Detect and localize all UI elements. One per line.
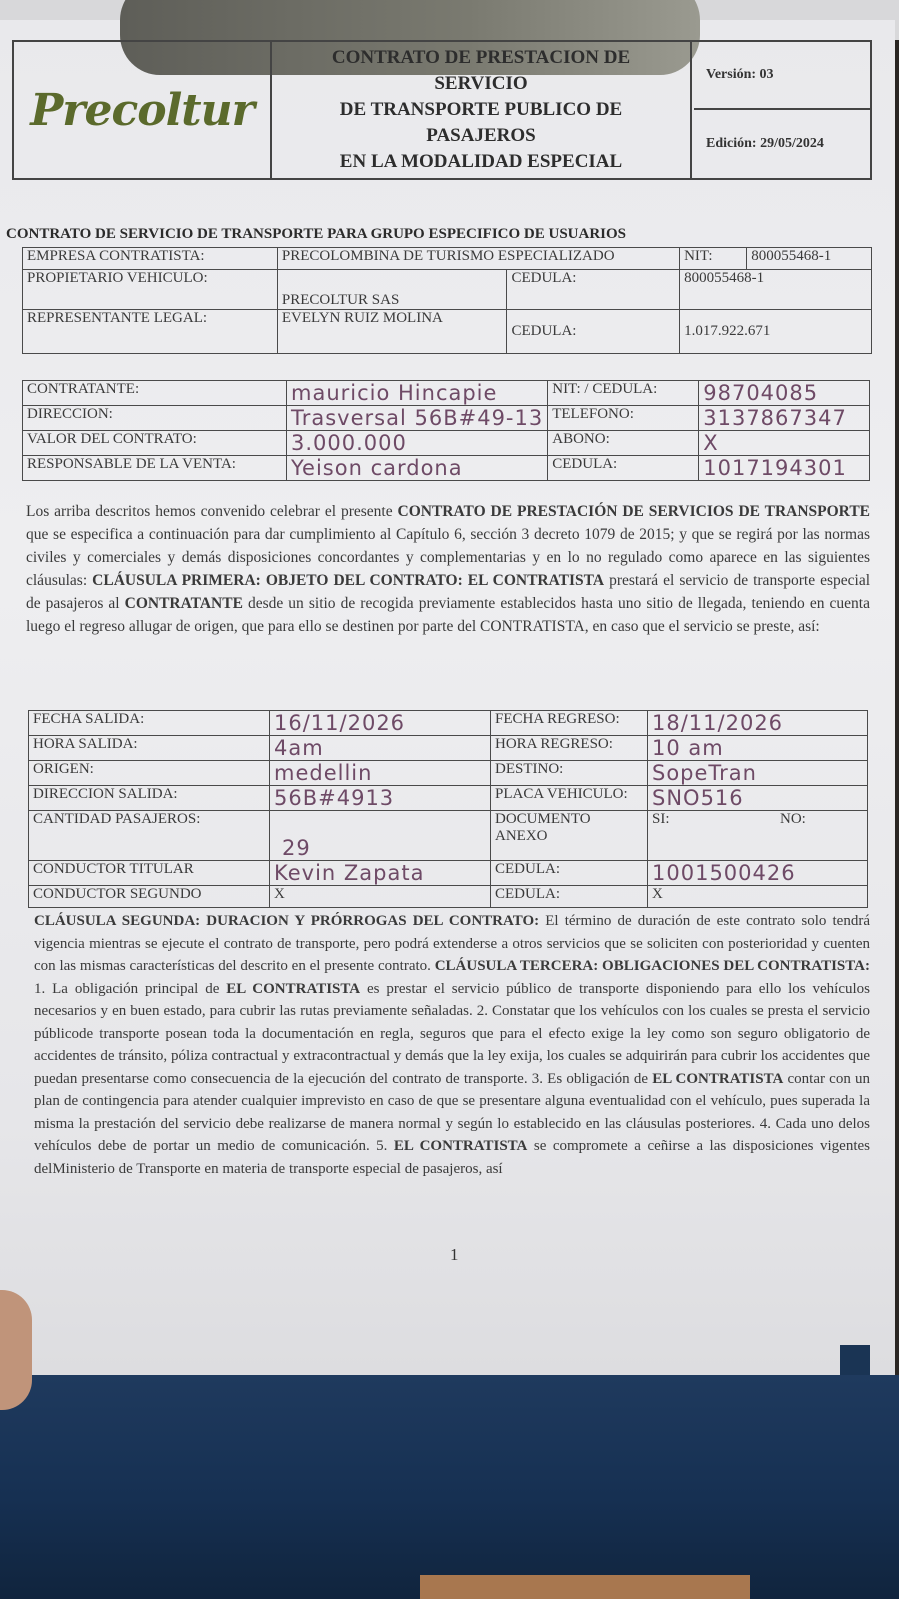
telefono-value: 3137867347 xyxy=(699,406,870,431)
p2-bold-g: EL CONTRATISTA xyxy=(652,1070,784,1087)
telefono-label: TELEFONO: xyxy=(548,406,699,431)
cedula-value: 1017194301 xyxy=(699,456,870,481)
p2-text-j: se compromete a ceñirse a las disposiciones vigentes delMinisterio de Transporte en materia de transporte especial de pasajeros, así xyxy=(34,1138,870,1177)
document-header xyxy=(12,40,872,180)
destino-value: SopeTran xyxy=(648,761,868,786)
representante-value: EVELYN RUIZ MOLINA xyxy=(277,310,507,354)
p1-text-c: que se especifica a continuación para dar cumplimiento al Capítulo 6, sección 3 decreto 1079 de 2015; y que se regirá por las normas civiles y comerciales y demás disposiciones concordantes y complementarias y en lo no regulado como aparece en las siguientes cláusulas: xyxy=(26,526,870,589)
nit-label: NIT: xyxy=(680,248,747,270)
p2-bold-e: EL CONTRATISTA xyxy=(226,980,361,997)
placa-label: PLACA VEHICULO: xyxy=(491,786,648,811)
logo-text: Precoltur xyxy=(30,84,254,136)
title-line-3: EN LA MODALIDAD ESPECIAL xyxy=(339,151,623,172)
cedula-label: CEDULA: xyxy=(548,456,699,481)
fecha-regreso-label: FECHA REGRESO: xyxy=(491,711,648,736)
edition-cell: Edición: 29/05/2024 xyxy=(706,136,824,151)
valor-label: VALOR DEL CONTRATO: xyxy=(23,431,287,456)
origen-label: ORIGEN: xyxy=(29,761,270,786)
empresa-label: EMPRESA CONTRATISTA: xyxy=(23,248,278,270)
company-logo xyxy=(14,42,272,178)
document-title xyxy=(272,42,692,178)
conductor-segundo-value: X xyxy=(270,886,491,908)
nit-cedula-label: NIT: / CEDULA: xyxy=(548,381,699,406)
hora-salida-value: 4am xyxy=(270,736,491,761)
title-line-1: CONTRATO DE PRESTACION DE SERVICIO xyxy=(331,47,631,94)
page-number: 1 xyxy=(450,1245,459,1264)
p1-bold-d: CLÁUSULA PRIMERA: OBJETO DEL CONTRATO: EL CONTRATISTA xyxy=(92,572,605,589)
documento-label-line-1: DOCUMENTO xyxy=(495,811,591,827)
company-table xyxy=(22,247,872,354)
cantidad-label: CANTIDAD PASAJEROS: xyxy=(29,811,270,861)
p2-text-h: contar con un plan de contingencia para atender cualquier imprevisto en caso de que se presentare alguna eventualidad con el vehículo, pues superada la misma la prestación del servicio debe realizarse de manera normal y según lo establecido en las cláusulas posteriores. 4. Cada uno delos vehículos debe de portar un medio de comunicación. 5. xyxy=(34,1070,870,1154)
client-table xyxy=(22,380,870,481)
destino-label: DESTINO: xyxy=(491,761,648,786)
cedula-titular-label: CEDULA: xyxy=(491,861,648,886)
hora-salida-label: HORA SALIDA: xyxy=(29,736,270,761)
intro-paragraph xyxy=(26,500,870,638)
trip-table xyxy=(28,710,868,908)
p2-text-f: es prestar el servicio público de transporte disponiendo para ello los vehículos necesarios y en buen estado, para cubrir las rutas previamente señaladas. 2. Constatar que los vehículos con los cuales se presta el servicio públicode transporte posean toda la documentación en regla, seguros que para el efecto exige la ley como son seguro obligatorio de accidentes de tránsito, póliza contractual y extracontractual y demás que la ley exija, los cuales se adquirirán para cubrir los accidentes que puedan presentarse como consecuencia de la ejecución del contrato de transporte. 3. Es obligación de xyxy=(34,980,870,1087)
finger xyxy=(0,1290,32,1410)
direccion-label: DIRECCION: xyxy=(23,406,287,431)
abono-value: X xyxy=(699,431,870,456)
direccion-value: Trasversal 56B#49-13 xyxy=(287,406,548,431)
responsable-label: RESPONSABLE DE LA VENTA: xyxy=(23,456,287,481)
p1-text-g: desde un sitio de recogida previamente establecidos hasta uno sitio de llegada, teniendo en cuenta luego el regreso allugar de origen, que para ello se destinen por parte del CONTRATISTA, en caso que el servicio se preste, así: xyxy=(26,595,870,635)
cedula1-label: CEDULA: xyxy=(507,270,680,310)
cantidad-value: 29 xyxy=(270,811,491,861)
cedula-segundo-label: CEDULA: xyxy=(491,886,648,908)
conductor-segundo-label: CONDUCTOR SEGUNDO xyxy=(29,886,270,908)
no-label: NO: xyxy=(776,811,868,861)
p2-bold-i: EL CONTRATISTA xyxy=(393,1138,528,1154)
fecha-salida-value: 16/11/2026 xyxy=(270,711,491,736)
placa-value: SNO516 xyxy=(648,786,868,811)
cedula1-value: 800055468-1 xyxy=(680,270,872,310)
conductor-titular-value: Kevin Zapata xyxy=(270,861,491,886)
p1-text-a: Los arriba descritos hemos convenido celebrar el presente xyxy=(26,503,398,520)
nit-value: 800055468-1 xyxy=(747,248,872,270)
representante-label: REPRESENTANTE LEGAL: xyxy=(23,310,278,354)
title-line-2: DE TRANSPORTE PUBLICO DE PASAJEROS xyxy=(339,99,623,146)
contratante-label: CONTRATANTE: xyxy=(23,381,287,406)
clauses-paragraph xyxy=(34,910,870,1180)
fecha-regreso-value: 18/11/2026 xyxy=(648,711,868,736)
propietario-value: PRECOLTUR SAS xyxy=(277,270,507,310)
empresa-value: PRECOLOMBINA DE TURISMO ESPECIALIZADO xyxy=(277,248,679,270)
abono-label: ABONO: xyxy=(548,431,699,456)
cedula-segundo-value: X xyxy=(648,886,868,908)
responsable-value: Yeison cardona xyxy=(287,456,548,481)
p2-text-d: 1. La obligación principal de xyxy=(34,980,227,997)
documento-label-line-2: ANEXO xyxy=(495,828,548,844)
cedula2-label: CEDULA: xyxy=(507,310,680,354)
conductor-titular-label: CONDUCTOR TITULAR xyxy=(29,861,270,886)
fecha-salida-label: FECHA SALIDA: xyxy=(29,711,270,736)
origen-value: medellin xyxy=(270,761,491,786)
p2-text-b: El término de duración de este contrato solo tendrá vigencia mientras se ejecute el contrato de transporte, pero podrá extenderse a otros servicios que se soliciten con posterioridad y cuenten con las mismas características del descrito en el presente contrato. xyxy=(34,913,870,974)
documento-anexo-label xyxy=(491,811,648,861)
blue-folder xyxy=(0,1375,899,1599)
nit-cedula-value: 98704085 xyxy=(699,381,870,406)
cedula2-value: 1.017.922.671 xyxy=(680,310,872,354)
p1-bold-f: CONTRATANTE xyxy=(124,595,243,612)
direccion-salida-label: DIRECCION SALIDA: xyxy=(29,786,270,811)
p1-bold-b: CONTRATO DE PRESTACIÓN DE SERVICIOS DE TRANSPORTE xyxy=(397,503,870,520)
si-label: SI: xyxy=(648,811,777,861)
contract-subtitle: CONTRATO DE SERVICIO DE TRANSPORTE PARA GRUPO ESPECIFICO DE USUARIOS xyxy=(6,226,627,242)
hora-regreso-value: 10 am xyxy=(648,736,868,761)
valor-value: 3.000.000 xyxy=(287,431,548,456)
cedula-titular-value: 1001500426 xyxy=(648,861,868,886)
direccion-salida-value: 56B#4913 xyxy=(270,786,491,811)
propietario-label: PROPIETARIO VEHICULO: xyxy=(23,270,278,310)
p2-bold-c: CLÁUSULA TERCERA: OBLIGACIONES DEL CONTRATISTA: xyxy=(434,958,870,974)
p2-bold-a: CLÁUSULA SEGUNDA: DURACION Y PRÓRROGAS DEL CONTRATO: xyxy=(34,913,540,929)
contratante-value: mauricio Hincapie xyxy=(287,381,548,406)
hora-regreso-label: HORA REGRESO: xyxy=(491,736,648,761)
version-cell: Versión: 03 xyxy=(694,42,870,110)
wood-floor xyxy=(420,1575,750,1599)
p1-text-e: prestará el servicio de transporte especial de pasajeros al xyxy=(26,572,871,612)
